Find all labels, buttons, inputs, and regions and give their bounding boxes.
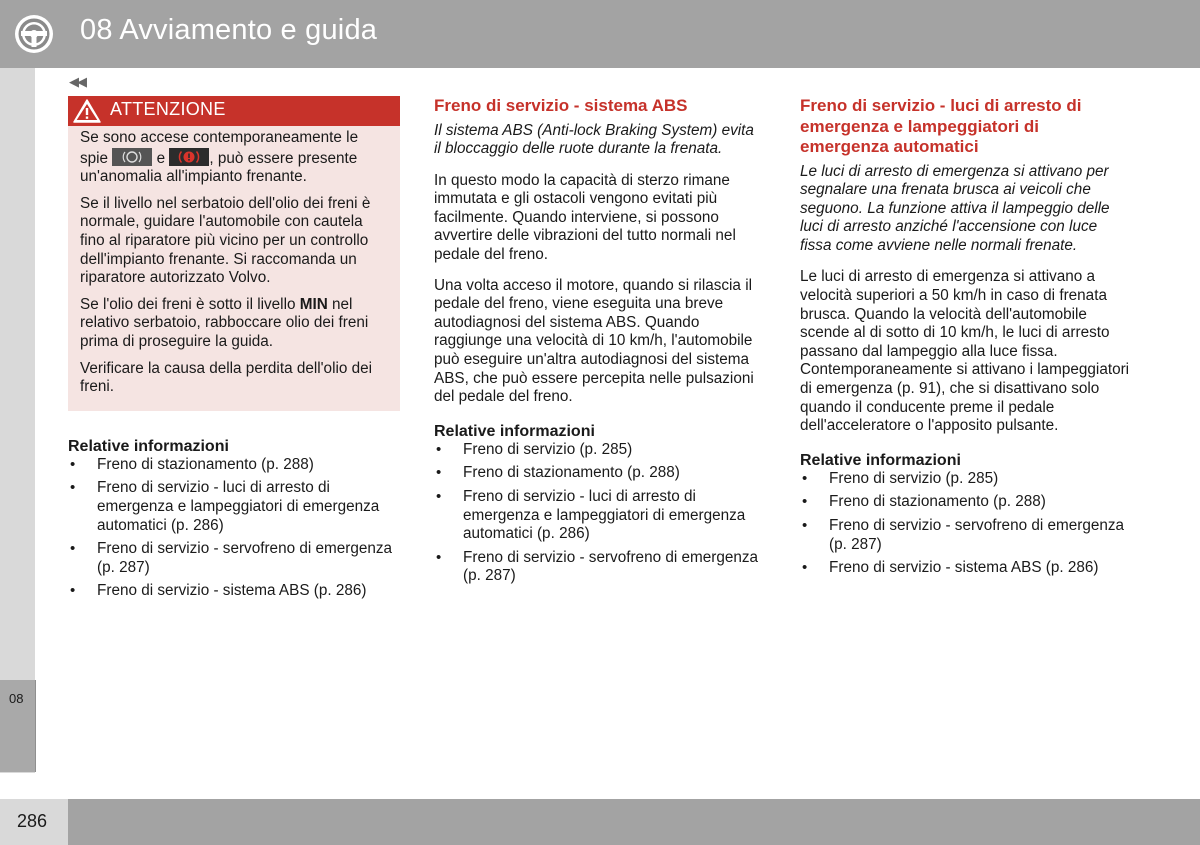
related-link[interactable]: • Freno di servizio (p. 285) (434, 441, 764, 460)
page-title: 08 Avviamento e guida (80, 14, 378, 46)
warning-paragraph-4: Verificare la causa della perdita dell'olio dei freni. (80, 359, 373, 396)
abs-paragraph-2: Una volta acceso il motore, quando si rilascia il pedale del freno, viene eseguita una breve autodiagnosi del sistema ABS. Quando raggiunge una velocità di 10 km/h, l'automobile può eseguire un'altra autodiagnosi del sistema ABS, che può essere percepita nelle pulsazioni del pedale del freno. (434, 276, 754, 406)
side-strip (0, 68, 35, 773)
abs-section-title: Freno di servizio - sistema ABS (434, 96, 688, 115)
warning-box (68, 96, 400, 411)
warning-text: Se sono accese contemporaneamente le spie (80, 129, 359, 167)
brake-warning-lamp-icon (169, 148, 209, 166)
min-level-label: MIN (299, 295, 328, 313)
related-link[interactable]: • Freno di servizio - luci di arresto di emergenza e lampeggiatori di emergenza automatici (p. 286) (434, 488, 764, 544)
related-link[interactable]: • Freno di stazionamento (p. 288) (434, 464, 764, 483)
column-3 (800, 96, 1132, 583)
warning-text: Se l'olio dei freni è sotto il livello (80, 295, 296, 313)
abs-paragraph-1: In questo modo la capacità di sterzo rimane immutata e gli ostacoli vengono evitati più facilmente. Quando interviene, si possono avvertire delle vibrazioni del tutto normali nel pedale del freno. (434, 171, 736, 264)
related-link[interactable]: • Freno di servizio - servofreno di emergenza (p. 287) (68, 540, 400, 577)
warning-text: e (156, 149, 166, 167)
abs-intro: Il sistema ABS (Anti-lock Braking System) evita il bloccaggio delle ruote durante la frenata. (434, 121, 754, 158)
related-link[interactable]: • Freno di servizio - servofreno di emergenza (p. 287) (434, 549, 764, 586)
warning-body (68, 126, 400, 397)
related-info-heading: Relative informazioni (434, 422, 595, 440)
warning-paragraph-1 (80, 129, 388, 187)
emergency-section-title: Freno di servizio - luci di arresto di emergenza e lampeggiatori di emergenza automatici (800, 96, 1082, 156)
warning-paragraph-3 (80, 296, 388, 352)
warning-title: ATTENZIONE (110, 99, 226, 119)
column-1 (68, 96, 400, 606)
steering-wheel-icon (13, 13, 55, 55)
warning-paragraph-2: Se il livello nel serbatoio dell'olio dei freni è normale, guidare l'automobile con cautela fino al riparatore più vicino per un controllo dell'impianto frenante. Si raccomanda un riparatore autorizzato Volvo. (80, 194, 371, 287)
related-link[interactable]: • Freno di servizio - servofreno di emergenza (p. 287) (800, 517, 1132, 554)
related-link[interactable]: • Freno di stazionamento (p. 288) (800, 493, 1132, 512)
page-footer (0, 799, 1200, 845)
emergency-paragraph-1: Le luci di arresto di emergenza si attivano a velocità superiori a 50 km/h in caso di frenata brusca. Quando la velocità dell'automobile scende al di sotto di 10 km/h, le luci di arresto passano dal lampeggio alla luce fissa. Contemporaneamente si attivano i lampeggiatori di emergenza (p. 91), che si disattivano solo quando il conducente preme il pedale dell'acceleratore o l'apposito pulsante. (800, 268, 1130, 435)
chapter-logo (0, 0, 68, 68)
chapter-tab-label: 08 (9, 691, 24, 706)
related-link[interactable]: • Freno di servizio (p. 285) (800, 470, 1132, 489)
related-info-list (800, 470, 1132, 578)
related-link[interactable]: • Freno di stazionamento (p. 288) (68, 456, 400, 475)
column-2 (434, 96, 764, 591)
related-info-heading: Relative informazioni (800, 451, 961, 469)
related-link[interactable]: • Freno di servizio - sistema ABS (p. 286) (68, 582, 400, 601)
related-link[interactable]: • Freno di servizio - sistema ABS (p. 286) (800, 559, 1132, 578)
page-number: 286 (17, 811, 48, 831)
related-info-list (68, 456, 400, 601)
related-info-list (434, 441, 764, 586)
abs-warning-lamp-icon (112, 148, 152, 166)
emergency-intro: Le luci di arresto di emergenza si attivano per segnalare una frenata brusca ai veicoli che seguono. La funzione attiva il lampeggio delle luci di arresto anziché l'accensione con luce fissa come avviene nelle normali frenate. (800, 162, 1110, 254)
warning-header (68, 96, 400, 126)
warning-triangle-icon (72, 98, 102, 124)
related-info-heading: Relative informazioni (68, 437, 229, 455)
related-link[interactable]: • Freno di servizio - luci di arresto di emergenza e lampeggiatori di emergenza automatici (p. 286) (68, 479, 400, 535)
warning-text: nel relativo serbatoio, rabboccare olio dei freni prima di proseguire la guida. (80, 295, 369, 350)
previous-page-icon[interactable]: ◀◀ (69, 74, 85, 89)
warning-text: , può essere presente un'anomalia all'impianto frenante. (80, 149, 358, 186)
